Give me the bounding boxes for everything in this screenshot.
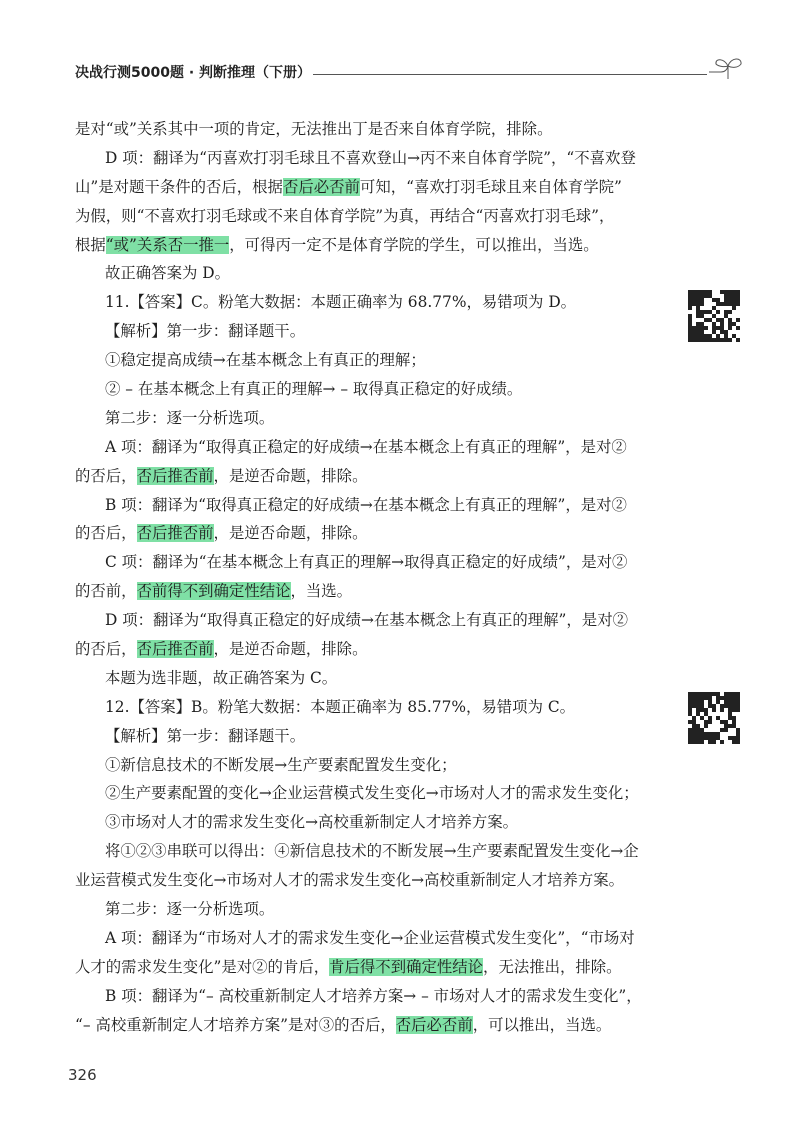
text-run: ①新信息技术的不断发展→生产要素配置发生变化； [105,755,457,774]
text-line [75,722,645,751]
text-run: C 项：翻译为“在基本概念上有真正的理解→取得真正稳定的好成绩”，是对② [105,553,628,572]
text-line [75,259,645,288]
text-run: D 项：翻译为“取得真正稳定的好成绩→在基本概念上有真正的理解”，是对② [105,611,628,630]
book-title: 决战行测5000题 · 判断推理（下册） [75,65,312,81]
qr-code-q11[interactable] [688,290,740,342]
text-line [75,924,645,953]
text-line [75,202,645,231]
text-line [75,144,645,173]
text-line [75,693,645,722]
text-line [75,808,645,837]
highlighted-term: 肯后得不到确定性结论 [329,957,484,976]
text-run: 故正确答案为 D。 [105,264,230,283]
text-line [75,751,645,780]
text-run: 为假，则“不喜欢打羽毛球或不来自体育学院”为真，再结合“丙喜欢打羽毛球”， [75,206,615,225]
text-run: 第二步：逐一分析选项。 [105,408,275,427]
text-run: 可知，“喜欢打羽毛球且来自体育学院” [359,177,622,196]
text-run: 12.【答案】B。粉笔大数据：本题正确率为 85.77%，易错项为 C。 [105,697,576,716]
text-run: ，是逆否命题，排除。 [213,640,368,659]
text-run: A 项：翻译为“市场对人才的需求发生变化→企业运营模式发生变化”，“市场对 [105,928,635,947]
text-line [75,173,645,202]
text-run: ，无法推出，排除。 [483,957,622,976]
qr-code-q12[interactable] [688,692,740,744]
text-line [75,982,645,1011]
text-run: 的否后， [75,466,137,485]
text-line [75,664,645,693]
text-run: 将①②③串联可以得出：④新信息技术的不断发展→生产要素配置发生变化→企 [105,842,639,861]
text-run: B 项：翻译为“取得真正稳定的好成绩→在基本概念上有真正的理解”，是对② [105,495,627,514]
text-run: 本题为选非题，故正确答案为 C。 [105,668,338,687]
text-run: 11.【答案】C。粉笔大数据：本题正确率为 68.77%，易错项为 D。 [105,293,577,312]
text-line [75,288,645,317]
text-line [75,115,645,144]
text-run: 根据 [75,235,106,254]
text-run: 业运营模式发生变化→市场对人才的需求发生变化→高校重新制定人才培养方案。 [75,871,625,890]
text-line [75,231,645,260]
text-line [75,433,645,462]
text-run: 的否后， [75,524,137,543]
text-run: 【解析】第一步：翻译题干。 [105,322,306,341]
text-run: ③市场对人才的需求发生变化→高校重新制定人才培养方案。 [105,813,519,832]
text-run: B 项：翻译为“– 高校重新制定人才培养方案→ – 市场对人才的需求发生变化”， [105,986,642,1005]
text-run: 【解析】第一步：翻译题干。 [105,726,306,745]
text-run: ，是逆否命题，排除。 [213,524,368,543]
text-run: D 项：翻译为“丙喜欢打羽毛球且不喜欢登山→丙不来自体育学院”，“不喜欢登 [105,148,636,167]
highlighted-term: 否后必否前 [282,177,360,196]
sprout-icon [707,55,745,81]
text-line [75,346,645,375]
text-line [75,462,645,491]
text-line [75,519,645,548]
text-run: ，当选。 [290,582,353,601]
text-run: ，可以推出，当选。 [472,1015,612,1034]
highlighted-term: “或”关系否一推一 [105,235,230,254]
text-line [75,317,645,346]
text-run: ②生产要素配置的变化→企业运营模式发生变化→市场对人才的需求发生变化； [105,784,639,803]
text-line [75,606,645,635]
text-line [75,895,645,924]
text-line [75,779,645,808]
running-header [75,63,745,87]
text-run: 是对“或”关系其中一项的肯定，无法推出丁是否来自体育学院，排除。 [75,120,553,138]
text-line [75,953,645,982]
text-run: ，是逆否命题，排除。 [213,466,368,485]
text-run: ①稳定提高成绩→在基本概念上有真正的理解； [105,351,426,370]
page-number: 326 [68,1066,97,1084]
text-line [75,577,645,606]
text-line [75,548,645,577]
highlighted-term: 否后推否前 [136,640,214,659]
text-line [75,1011,645,1040]
highlighted-term: 否前得不到确定性结论 [136,582,291,601]
text-line [75,635,645,664]
text-run: 第二步：逐一分析选项。 [105,900,275,919]
text-line [75,837,645,866]
highlighted-term: 否后推否前 [136,466,214,485]
text-line [75,375,645,404]
text-line [75,404,645,433]
highlighted-term: 否后推否前 [136,524,214,543]
text-run: “– 高校重新制定人才培养方案”是对③的否后， [75,1015,396,1034]
text-line [75,491,645,520]
text-run: ，可得丙一定不是体育学院的学生，可以推出，当选。 [229,235,599,254]
text-line [75,866,645,895]
text-run: 山”是对题干条件的否后，根据 [75,177,283,196]
text-run: 人才的需求发生变化”是对②的肯后， [75,957,330,976]
text-run: 的否后， [75,640,137,659]
text-run: 的否前， [75,582,137,601]
page-body [75,115,645,1040]
highlighted-term: 否后必否前 [395,1015,473,1034]
text-run: ② – 在基本概念上有真正的理解→ – 取得真正稳定的好成绩。 [105,380,523,399]
header-rule [313,74,707,75]
text-run: A 项：翻译为“取得真正稳定的好成绩→在基本概念上有真正的理解”，是对② [105,437,627,456]
